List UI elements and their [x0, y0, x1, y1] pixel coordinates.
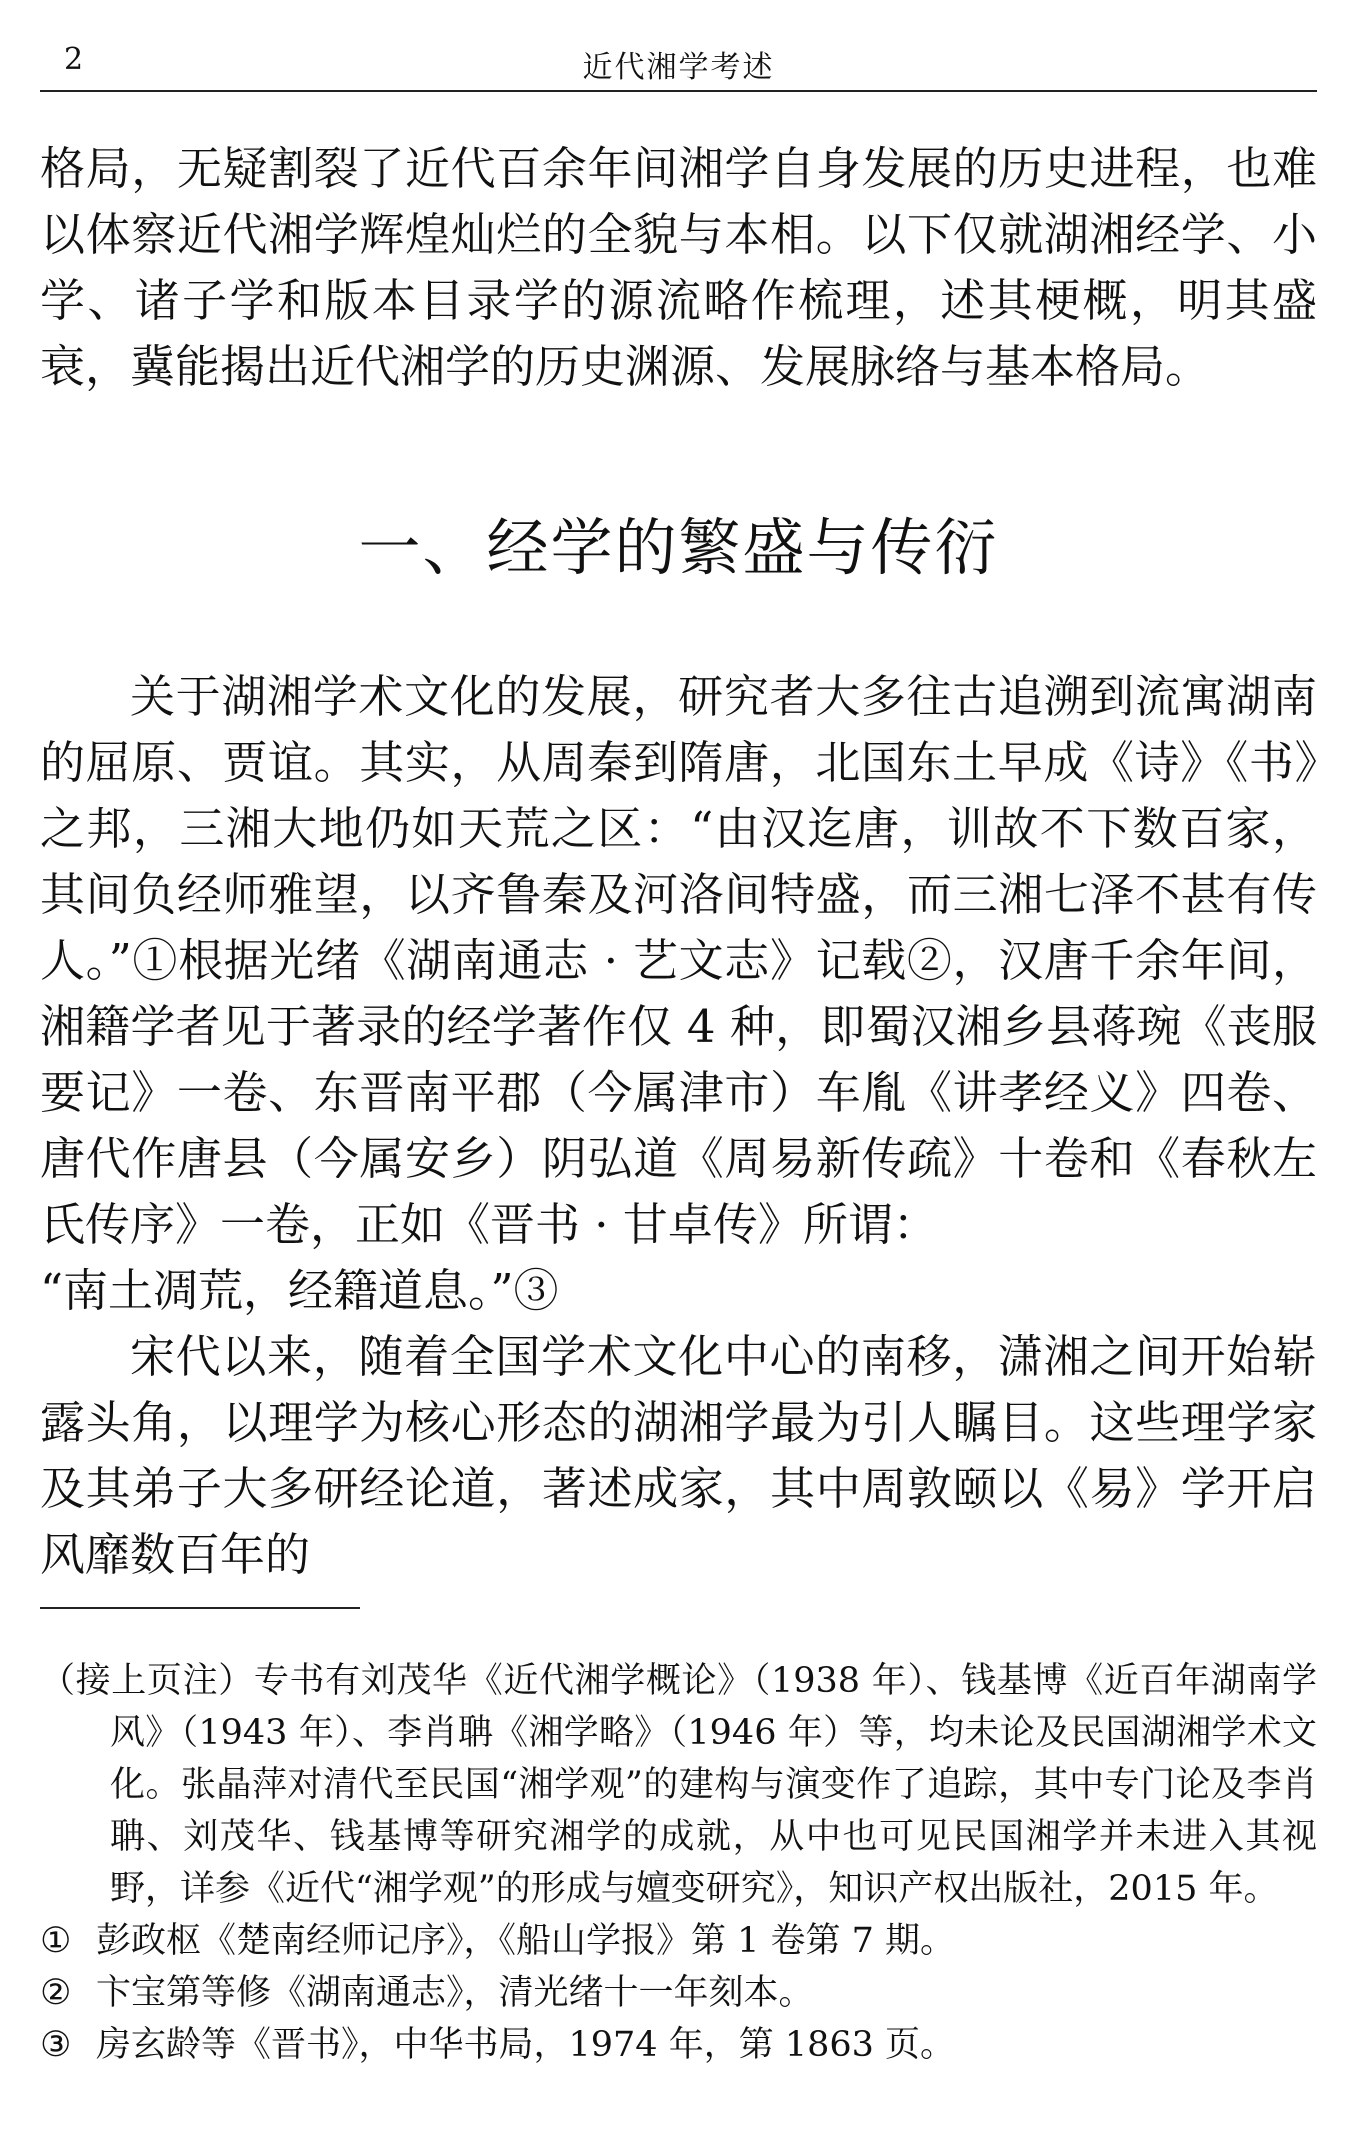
section-body	[40, 664, 1317, 1588]
footnote-divider	[40, 1607, 360, 1609]
footnote-text: 卞宝第等修《湖南通志》，清光绪十一年刻本。	[96, 1973, 814, 2013]
footnote-marker: ③	[40, 2025, 72, 2065]
page-number: 2	[64, 42, 84, 77]
footnote-text: 彭政枢《楚南经师记序》，《船山学报》第 1 卷第 7 期。	[96, 1921, 956, 1961]
running-head	[40, 38, 1317, 92]
section-heading: 一、经学的繁盛与传衍	[358, 511, 999, 584]
footnote-2	[40, 1967, 1317, 2019]
book-title: 近代湘学考述	[582, 50, 775, 85]
footnote-text: 房玄龄等《晋书》，中华书局，1974 年，第 1863 页。	[96, 2025, 956, 2065]
paragraph-1-tail: “南土凋荒，经籍道息。”③	[40, 1264, 559, 1317]
continued-paragraph: 格局，无疑割裂了近代百余年间湘学自身发展的历史进程，也难以体察近代湘学辉煌灿烂的全貌与本相。以下仅就湖湘经学、小学、诸子学和版本目录学的源流略作梳理，述其梗概，明其盛衰，冀能揭出近代湘学的历史渊源、发展脉络与基本格局。	[40, 142, 1317, 393]
paragraph-1: 关于湖湘学术文化的发展，研究者大多往古追溯到流寓湖南的屈原、贾谊。其实，从周秦到隋唐，北国东土早成《诗》《书》之邦，三湘大地仍如天荒之区：“由汉迄唐，训故不下数百家，其间负经师雅望，以齐鲁秦及河洛间特盛，而三湘七泽不甚有传人。”①根据光绪《湖南通志 · 艺文志》记载②，汉唐千余年间，湘籍学者见于著录的经学著作仅 4 种，即蜀汉湘乡县蒋琬《丧服要记》一卷、东晋南平郡（今属津市）车胤《讲孝经义》四卷、唐代作唐县（今属安乡）阴弘道《周易新传疏》十卷和《春秋左氏传序》一卷，正如《晋书 · 甘卓传》所谓：	[40, 670, 1317, 1251]
footnotes	[40, 1655, 1317, 2071]
paragraph-2: 宋代以来，随着全国学术文化中心的南移，潇湘之间开始崭露头角，以理学为核心形态的湖湘学最为引人瞩目。这些理学家及其弟子大多研经论道，著述成家，其中周敦颐以《易》学开启风靡数百年的	[40, 1330, 1317, 1581]
footnote-marker: ②	[40, 1973, 72, 2013]
footnote-continued: （接上页注）专书有刘茂华《近代湘学概论》（1938 年）、钱基博《近百年湖南学风》（1943 年）、李肖聃《湘学略》（1946 年）等，均未论及民国湖湘学术文化。张晶萍对清代至民国“湘学观”的建构与演变作了追踪，其中专门论及李肖聃、刘茂华、钱基博等研究湘学的成就，从中也可见民国湘学并未进入其视野，详参《近代“湘学观”的形成与嬗变研究》，知识产权出版社，2015 年。	[40, 1661, 1317, 1909]
footnote-3	[40, 2019, 1317, 2071]
footnote-1	[40, 1915, 1317, 1967]
footnote-marker: ①	[40, 1921, 72, 1961]
